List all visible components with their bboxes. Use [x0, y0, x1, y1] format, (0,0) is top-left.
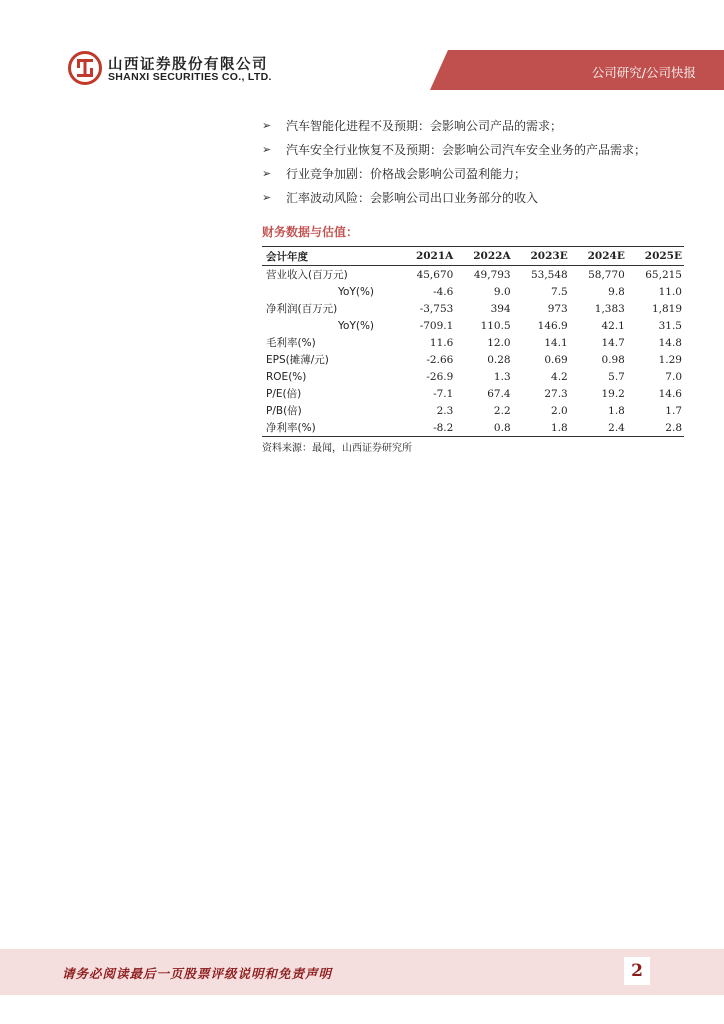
table-row	[262, 266, 684, 284]
table-cell: -8.2	[433, 421, 454, 434]
bullet-text: 行业竞争加剧：价格战会影响公司盈利能力；	[286, 166, 527, 181]
table-cell: 5.7	[608, 370, 625, 383]
row-label: EPS(摊薄/元)	[266, 354, 329, 366]
table-cell: 31.5	[658, 319, 682, 332]
table-cell: 11.6	[429, 336, 454, 349]
table-header-cell: 会计年度	[266, 250, 308, 263]
table-cell: -4.6	[433, 285, 454, 298]
table-cell: 53,548	[530, 268, 568, 281]
financial-data-table	[262, 246, 684, 437]
arrow-bullet-icon: ➢	[262, 118, 272, 132]
row-label: 营业收入(百万元)	[266, 269, 348, 281]
table-cell: 42.1	[601, 319, 625, 332]
list-item	[262, 185, 702, 209]
bullet-text: 汽车智能化进程不及预期：会影响公司产品的需求；	[286, 118, 563, 133]
row-label: YoY(%)	[338, 285, 375, 298]
table-cell: 14.6	[658, 387, 682, 400]
table-cell: 9.8	[608, 285, 625, 298]
table-cell: 7.5	[551, 285, 568, 298]
table-row	[262, 419, 684, 437]
table-header-row	[262, 247, 684, 266]
table-cell: 14.1	[544, 336, 568, 349]
report-category-tag: 公司研究/公司快报	[591, 65, 696, 80]
list-item	[262, 113, 702, 137]
disclaimer-text: 请务必阅读最后一页股票评级说明和免责声明	[62, 966, 333, 981]
table-cell: 1,819	[651, 302, 682, 315]
table-row	[262, 351, 684, 368]
bullet-text: 汇率波动风险：会影响公司出口业务部分的收入	[286, 190, 539, 205]
table-cell: 14.8	[658, 336, 682, 349]
table-cell: 27.3	[544, 387, 568, 400]
table-header-cell: 2023E	[530, 250, 568, 262]
table-cell: -26.9	[426, 370, 454, 383]
table-header-cell: 2022A	[473, 250, 511, 262]
table-cell: -2.66	[426, 353, 454, 366]
table-cell: 394	[490, 302, 511, 315]
table-cell: 1.8	[551, 421, 568, 434]
table-cell: 49,793	[473, 268, 511, 281]
table-cell: 1.3	[493, 370, 511, 383]
table-cell: 4.2	[551, 370, 568, 383]
table-row	[262, 317, 684, 334]
table-cell: 12.0	[487, 336, 511, 349]
table-cell: 973	[547, 302, 568, 315]
table-cell: 146.9	[537, 319, 568, 332]
table-cell: 9.0	[493, 285, 511, 298]
data-source-note: 资料来源：最闻，山西证券研究所	[262, 443, 412, 454]
table-row	[262, 402, 684, 419]
list-item	[262, 161, 702, 185]
table-cell: 1.8	[608, 404, 625, 417]
arrow-bullet-icon: ➢	[262, 190, 272, 204]
arrow-bullet-icon: ➢	[262, 142, 272, 156]
table-row	[262, 283, 684, 300]
table-cell: -3,753	[419, 302, 454, 315]
page-number: 2	[624, 957, 650, 985]
row-label: 净利润(百万元)	[266, 303, 338, 315]
table-cell: 0.8	[493, 421, 511, 434]
row-label: 净利率(%)	[266, 422, 316, 434]
table-cell: 1.7	[665, 404, 682, 417]
shanxi-securities-logo	[68, 51, 102, 85]
table-cell: 2.3	[436, 404, 454, 417]
table-cell: 45,670	[416, 268, 454, 281]
table-cell: 0.28	[487, 353, 511, 366]
table-cell: -709.1	[419, 319, 454, 332]
arrow-bullet-icon: ➢	[262, 166, 272, 180]
page-header	[0, 0, 724, 100]
list-item	[262, 137, 702, 161]
table-row	[262, 300, 684, 317]
table-row	[262, 334, 684, 351]
table-cell: 67.4	[487, 387, 511, 400]
table-header-cell: 2025E	[644, 250, 682, 262]
row-label: P/E(倍)	[266, 388, 302, 400]
brand-name-cn: 山西证券股份有限公司	[108, 57, 268, 73]
table-cell: 65,215	[645, 268, 682, 281]
row-label: 毛利率(%)	[266, 337, 316, 349]
bullet-text: 汽车安全行业恢复不及预期：会影响公司汽车安全业务的产品需求；	[286, 142, 647, 157]
page-footer	[0, 949, 724, 995]
table-row	[262, 368, 684, 385]
table-cell: 110.5	[480, 319, 511, 332]
row-label: YoY(%)	[338, 319, 375, 332]
table-cell: 0.69	[544, 353, 568, 366]
table-cell: 2.8	[665, 421, 682, 434]
table-cell: 0.98	[601, 353, 625, 366]
table-cell: 19.2	[601, 387, 625, 400]
table-row	[262, 385, 684, 402]
table-cell: 58,770	[588, 268, 625, 281]
table-cell: 2.2	[493, 404, 511, 417]
table-cell: 2.4	[608, 421, 625, 434]
brand-name-en: SHANXI SECURITIES CO., LTD.	[108, 71, 272, 83]
row-label: P/B(倍)	[266, 405, 302, 417]
table-cell: 11.0	[658, 285, 682, 298]
table-cell: 7.0	[665, 370, 682, 383]
table-header-cell: 2021A	[415, 250, 454, 262]
table-cell: 1.29	[658, 353, 682, 366]
table-cell: 1,383	[594, 302, 625, 315]
table-cell: 2.0	[551, 404, 568, 417]
risk-bullet-list	[262, 113, 702, 209]
table-header-cell: 2024E	[587, 250, 625, 262]
table-cell: 14.7	[601, 336, 625, 349]
section-title: 财务数据与估值：	[262, 225, 359, 239]
table-cell: -7.1	[433, 387, 454, 400]
row-label: ROE(%)	[266, 370, 307, 383]
